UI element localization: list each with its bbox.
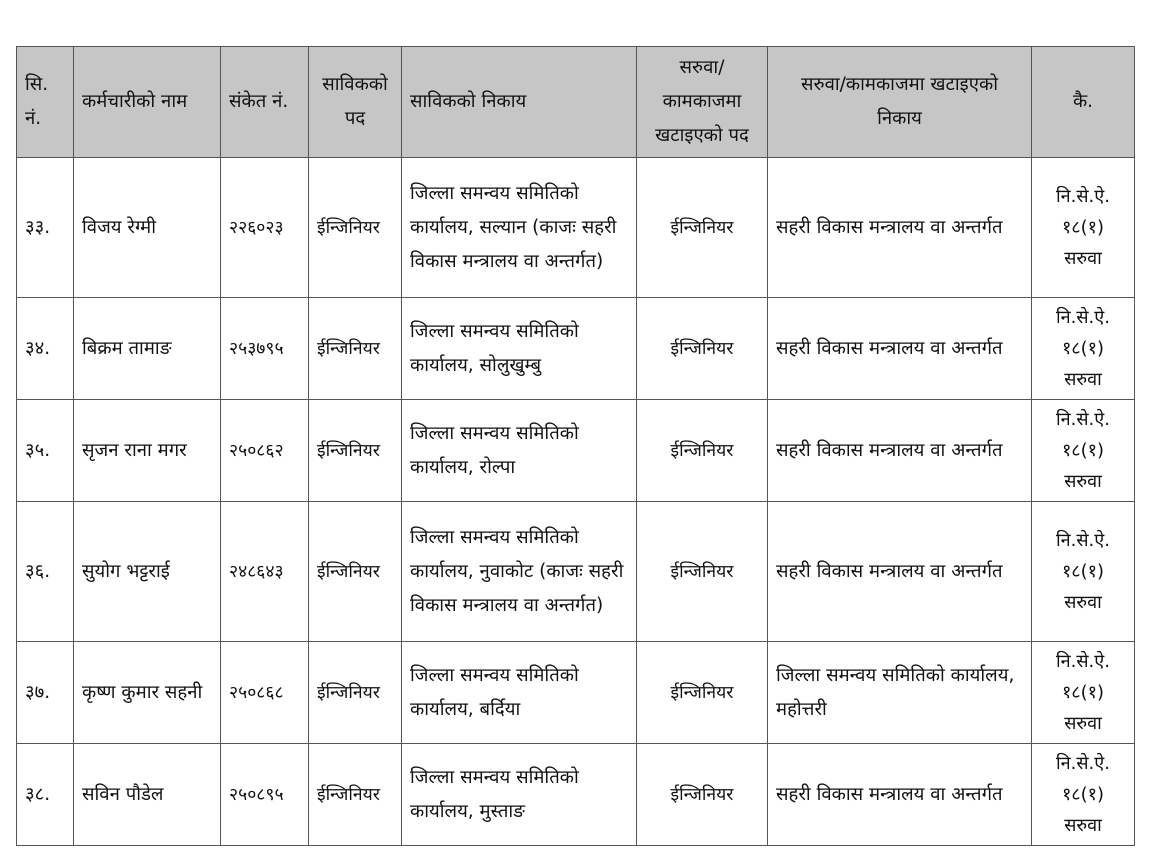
cell-remarks — [1032, 158, 1135, 298]
cell-previous-office: जिल्ला समन्वय समितिको कार्यालय, सोलुखुम्बु — [402, 298, 637, 400]
cell-new-office: सहरी विकास मन्त्रालय वा अन्तर्गत — [768, 502, 1032, 642]
remark-line-1: नि.से.ऐ. — [1056, 186, 1110, 207]
cell-code: २४८६४३ — [221, 502, 309, 642]
remark-line-1: नि.से.ऐ. — [1056, 307, 1110, 328]
header-serial-line-1: सि. — [25, 74, 49, 95]
cell-previous-post: ईन्जिनियर — [309, 400, 402, 502]
cell-new-post: ईन्जिनियर — [637, 744, 768, 846]
header-new-post-line-3: खटाइएको पद — [655, 125, 749, 146]
transfer-table — [16, 46, 1135, 846]
header-previous-office: साविकको निकाय — [402, 47, 637, 158]
remark-line-2: १८(१) — [1061, 682, 1105, 703]
cell-name: बिक्रम तामाङ — [74, 298, 221, 400]
table-row — [17, 502, 1135, 642]
cell-previous-post: ईन्जिनियर — [309, 158, 402, 298]
cell-remarks — [1032, 400, 1135, 502]
cell-new-office: सहरी विकास मन्त्रालय वा अन्तर्गत — [768, 298, 1032, 400]
table-header — [17, 47, 1135, 158]
cell-previous-post: ईन्जिनियर — [309, 298, 402, 400]
header-remarks: कै. — [1032, 47, 1135, 158]
header-new-post — [637, 47, 768, 158]
cell-new-post: ईन्जिनियर — [637, 400, 768, 502]
cell-code: २२६०२३ — [221, 158, 309, 298]
remark-line-2: १८(१) — [1061, 561, 1105, 582]
header-new-post-line-1: सरुवा/ — [679, 57, 725, 78]
remark-line-3: सरुवा — [1064, 815, 1102, 836]
cell-code: २५३७९५ — [221, 298, 309, 400]
cell-new-post: ईन्जिनियर — [637, 642, 768, 744]
cell-new-office: सहरी विकास मन्त्रालय वा अन्तर्गत — [768, 400, 1032, 502]
cell-code: २५०८६२ — [221, 400, 309, 502]
header-new-office-line-2: निकाय — [877, 108, 922, 129]
cell-new-post: ईन्जिनियर — [637, 502, 768, 642]
table-row — [17, 642, 1135, 744]
cell-serial: ३३. — [17, 158, 74, 298]
cell-name: सृजन राना मगर — [74, 400, 221, 502]
header-previous-post-line-1: साविकको — [322, 74, 388, 95]
cell-previous-post: ईन्जिनियर — [309, 642, 402, 744]
header-row — [17, 47, 1135, 158]
cell-new-office: सहरी विकास मन्त्रालय वा अन्तर्गत — [768, 158, 1032, 298]
remark-line-1: नि.से.ऐ. — [1056, 530, 1110, 551]
cell-serial: ३४. — [17, 298, 74, 400]
header-previous-post-line-2: पद — [344, 108, 366, 129]
cell-new-office: सहरी विकास मन्त्रालय वा अन्तर्गत — [768, 744, 1032, 846]
remark-line-1: नि.से.ऐ. — [1056, 409, 1110, 430]
header-new-office-line-1: सरुवा/कामकाजमा खटाइएको — [801, 74, 998, 95]
header-new-post-line-2: कामकाजमा — [662, 91, 742, 112]
cell-code: २५०८९५ — [221, 744, 309, 846]
header-serial-number — [17, 47, 74, 158]
cell-previous-office: जिल्ला समन्वय समितिको कार्यालय, सल्यान (काजः सहरी विकास मन्त्रालय वा अन्तर्गत) — [402, 158, 637, 298]
cell-serial: ३५. — [17, 400, 74, 502]
cell-new-post: ईन्जिनियर — [637, 298, 768, 400]
cell-previous-post: ईन्जिनियर — [309, 502, 402, 642]
header-new-office — [768, 47, 1032, 158]
table-row — [17, 400, 1135, 502]
cell-remarks — [1032, 642, 1135, 744]
remark-line-2: १८(१) — [1061, 338, 1105, 359]
table-body — [17, 158, 1135, 846]
cell-serial: ३८. — [17, 744, 74, 846]
cell-previous-office: जिल्ला समन्वय समितिको कार्यालय, नुवाकोट (काजः सहरी विकास मन्त्रालय वा अन्तर्गत) — [402, 502, 637, 642]
table-row — [17, 298, 1135, 400]
cell-remarks — [1032, 502, 1135, 642]
cell-serial: ३७. — [17, 642, 74, 744]
remark-line-3: सरुवा — [1064, 471, 1102, 492]
cell-previous-office: जिल्ला समन्वय समितिको कार्यालय, रोल्पा — [402, 400, 637, 502]
cell-name: विजय रेग्मी — [74, 158, 221, 298]
cell-previous-office: जिल्ला समन्वय समितिको कार्यालय, बर्दिया — [402, 642, 637, 744]
cell-new-office: जिल्ला समन्वय समितिको कार्यालय, महोत्तरी — [768, 642, 1032, 744]
remark-line-2: १८(१) — [1061, 784, 1105, 805]
cell-previous-post: ईन्जिनियर — [309, 744, 402, 846]
header-employee-name: कर्मचारीको नाम — [74, 47, 221, 158]
remark-line-3: सरुवा — [1064, 248, 1102, 269]
cell-serial: ३६. — [17, 502, 74, 642]
cell-code: २५०८६८ — [221, 642, 309, 744]
header-previous-post — [309, 47, 402, 158]
cell-previous-office: जिल्ला समन्वय समितिको कार्यालय, मुस्ताङ — [402, 744, 637, 846]
cell-remarks — [1032, 298, 1135, 400]
cell-name: कृष्ण कुमार सहनी — [74, 642, 221, 744]
header-code-number: संकेत नं. — [221, 47, 309, 158]
remark-line-3: सरुवा — [1064, 592, 1102, 613]
remark-line-3: सरुवा — [1064, 713, 1102, 734]
remark-line-2: १८(१) — [1061, 217, 1105, 238]
remark-line-3: सरुवा — [1064, 369, 1102, 390]
cell-name: सुयोग भट्टराई — [74, 502, 221, 642]
remark-line-1: नि.से.ऐ. — [1056, 753, 1110, 774]
remark-line-1: नि.से.ऐ. — [1056, 651, 1110, 672]
remark-line-2: १८(१) — [1061, 440, 1105, 461]
cell-name: सविन पौडेल — [74, 744, 221, 846]
table-row — [17, 744, 1135, 846]
cell-remarks — [1032, 744, 1135, 846]
cell-new-post: ईन्जिनियर — [637, 158, 768, 298]
table-row — [17, 158, 1135, 298]
header-serial-line-2: नं. — [25, 108, 42, 129]
